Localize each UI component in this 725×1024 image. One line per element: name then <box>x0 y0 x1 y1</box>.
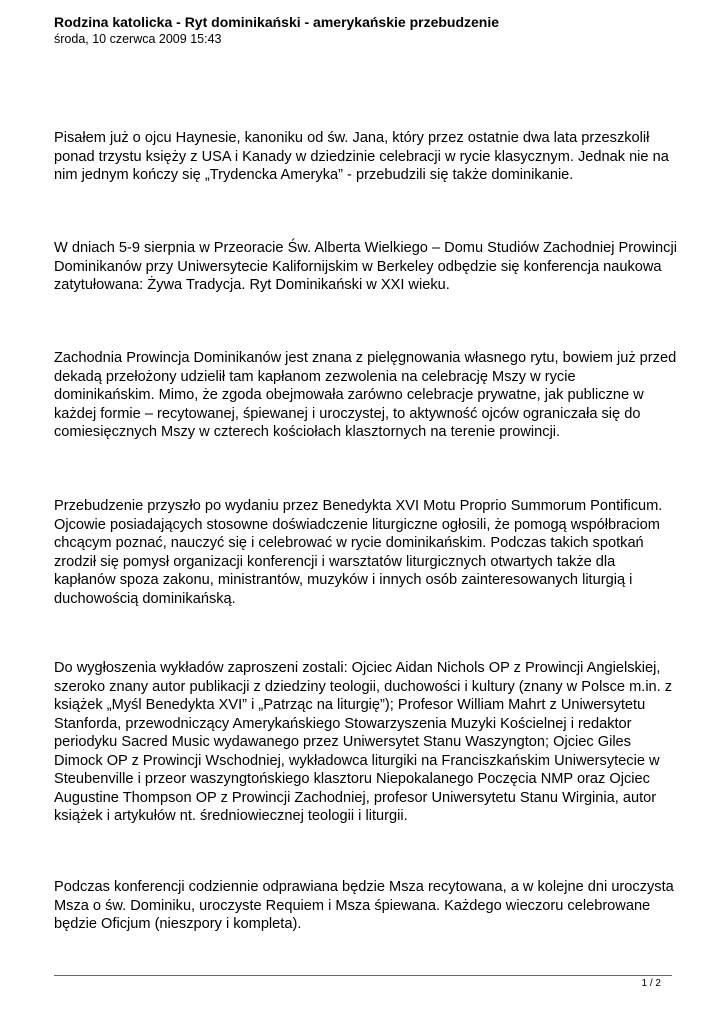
paragraph-4: Przebudzenie przyszło po wydaniu przez Benedykta XVI Motu Proprio Summorum Pontificum. Ojcowie posiadających stosowne doświadczenie liturgiczne ogłosili, że pomogą współbraciom chcącym poznać, nauczyć się i celebrować w rycie dominikańskim. Podczas takich spotkań zrodził się pomysł organizacji konferencji i warsztatów liturgicznych otwartych także dla kapłanów spoza zakonu, ministrantów, muzyków i innych osób zainteresowanych liturgią i duchowością dominikańską. <box>54 498 663 607</box>
publication-date: środa, 10 czerwca 2009 15:43 <box>54 32 222 46</box>
paragraph-1: Pisałem już o ojcu Haynesie, kanoniku od św. Jana, który przez ostatnie dwa lata przeszkolił ponad trzystu księży z USA i Kanady w dziedzinie celebracji w rycie klasycznym. Jednak nie na nim jednym kończy się „Trydencka Ameryka” - przebudzili się także dominikanie. <box>54 130 669 183</box>
paragraph-3: Zachodnia Prowincja Dominikanów jest znana z pielęgnowania własnego rytu, bowiem już przed dekadą przełożony udzielił tam kapłanom zezwolenia na celebrację Mszy w rycie dominikańskim. Mimo, że zgoda obejmowała zarówno celebracje prywatne, jak publiczne w każdej formie – recytowanej, śpiewanej i uroczystej, to aktywność ojców ograniczała się do comiesięcznych Mszy w czterech kościołach klasztornych na terenie prowincji. <box>54 350 677 440</box>
paragraph-5: Do wygłoszenia wykładów zaproszeni zostali: Ojciec Aidan Nichols OP z Prowincji Angielskiej, szeroko znany autor publikacji z dziedziny teologii, duchowości i kultury (znany w Polsce m.in. z książek „Myśl Benedykta XVI” i „Patrząc na liturgię”); Profesor William Mahrt z Uniwersytetu Stanforda, przewodniczący Amerykańskiego Stowarzyszenia Muzyki Kościelnej i redaktor periodyku Sacred Music wydawanego przez Uniwersytet Stanu Waszyngton; Ojciec Giles Dimock OP z Prowincji Wschodniej, wykładowca liturgiki na Franciszkańskim Uniwersytecie w Steubenville i przeor waszyngtońskiego klasztoru Niepokalanego Poczęcia NMP oraz Ojciec Augustine Thompson OP z Prowincji Zachodniej, profesor Uniwersytetu Stanu Wirginia, autor książek i artykułów nt. średniowiecznej teologii i liturgii. <box>54 660 673 824</box>
page-number: 1 / 2 <box>641 978 661 989</box>
page-header <box>54 14 674 47</box>
page-title: Rodzina katolicka - Ryt dominikański - amerykańskie przebudzenie <box>54 14 500 30</box>
paragraph-2: W dniach 5-9 sierpnia w Przeoracie Św. Alberta Wielkiego – Domu Studiów Zachodniej Prowincji Dominikanów przy Uniwersytecie Kalifornijskim w Berkeley odbędzie się konferencja naukowa zatytułowana: Żywa Tradycja. Ryt Dominikański w XXI wieku. <box>54 240 677 293</box>
footer-divider <box>54 975 672 976</box>
paragraph-6: Podczas konferencji codziennie odprawiana będzie Msza recytowana, a w kolejne dni uroczysta Msza o św. Dominiku, uroczyste Requiem i Msza śpiewana. Każdego wieczoru celebrowane będzie Oficjum (nieszpory i kompleta). <box>54 879 674 932</box>
